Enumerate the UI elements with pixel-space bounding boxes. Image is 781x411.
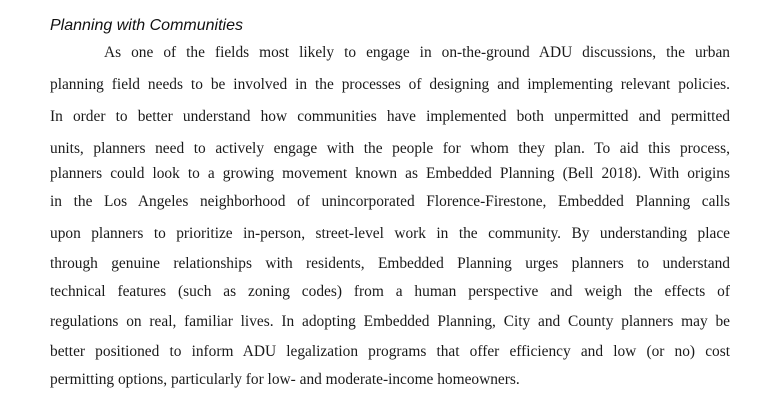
paragraph-line: As one of the fields most likely to engage in on-the-ground ADU discussions, the urban xyxy=(104,44,730,61)
paragraph-line: planning field needs to be involved in the processes of designing and implementing relevant policies. xyxy=(50,76,730,93)
paragraph-line: regulations on real, familiar lives. In adopting Embedded Planning, City and County planners may be xyxy=(50,313,730,330)
paragraph-line: upon planners to prioritize in-person, street-level work in the community. By understanding place xyxy=(50,225,730,242)
paragraph-line: better positioned to inform ADU legalization programs that offer efficiency and low (or no) cost xyxy=(50,343,730,360)
paragraph-line: technical features (such as zoning codes) from a human perspective and weigh the effects of xyxy=(50,283,730,300)
paragraph-line: through genuine relationships with residents, Embedded Planning urges planners to understand xyxy=(50,255,730,272)
paragraph-line: units, planners need to actively engage with the people for whom they plan. To aid this process, xyxy=(50,140,730,157)
section-heading: Planning with Communities xyxy=(50,17,243,34)
paragraph-line: In order to better understand how communities have implemented both unpermitted and permitted xyxy=(50,108,730,125)
paragraph-line: permitting options, particularly for low- and moderate-income homeowners. xyxy=(50,371,520,388)
paragraph-line: planners could look to a growing movement known as Embedded Planning (Bell 2018). With origins xyxy=(50,165,730,182)
paragraph-line: in the Los Angeles neighborhood of unincorporated Florence-Firestone, Embedded Planning calls xyxy=(50,193,730,210)
